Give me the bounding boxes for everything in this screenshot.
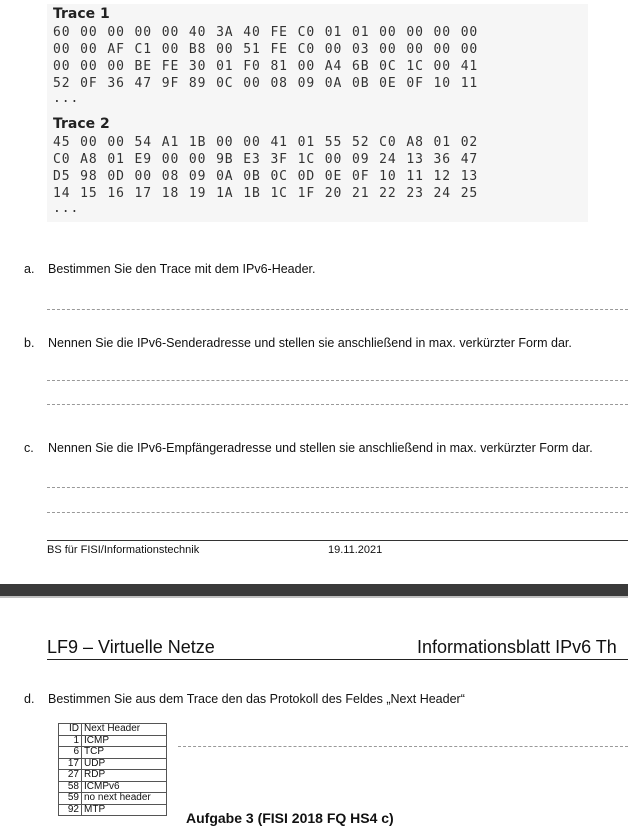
header-document-title: Informationsblatt IPv6 Th [417,637,617,657]
trace1-ellipsis: ... [53,91,80,106]
header-course: LF9 – Virtuelle Netze [47,637,215,657]
table-row [59,747,167,759]
table-cell: ICMPv6 [82,781,167,793]
table-cell: 27 [59,770,82,782]
question-letter: a. [24,262,35,276]
trace-image [47,4,588,222]
table-row [59,793,167,805]
question-text: Nennen Sie die IPv6-Senderadresse und stellen sie anschließend in max. verkürzter Form dar. [48,336,572,350]
table-cell: 17 [59,758,82,770]
task-heading: Aufgabe 3 (FISI 2018 FQ HS4 c) [186,810,394,826]
next-header-table [58,723,167,816]
table-cell: RDP [82,770,167,782]
table-header-row [59,724,167,736]
table-row [59,770,167,782]
trace2-line: D5 98 0D 00 08 09 0A 0B 0C 0D 0E 0F 10 11 12 13 [53,169,479,184]
footer-date: 19.11.2021 [328,544,383,556]
table-cell: 58 [59,781,82,793]
table-cell: 6 [59,747,82,759]
question-text: Bestimmen Sie den Trace mit dem IPv6-Header. [48,262,316,276]
table-cell: ICMP [82,735,167,747]
table-row [59,781,167,793]
page-footer [47,540,628,559]
table-cell: 1 [59,735,82,747]
table-cell: UDP [82,758,167,770]
table-cell: 59 [59,793,82,805]
question-letter: d. [24,692,35,706]
table-cell: TCP [82,747,167,759]
table-row [59,804,167,816]
question-text: Bestimmen Sie aus dem Trace den das Protokoll des Feldes „Next Header“ [48,692,465,706]
answer-line[interactable] [47,404,628,405]
footer-school: BS für FISI/Informationstechnik [47,544,200,556]
table-row [59,758,167,770]
question-letter: c. [24,441,34,455]
answer-line[interactable] [178,746,628,747]
answer-line[interactable] [47,487,628,488]
trace2-line: 14 15 16 17 18 19 1A 1B 1C 1F 20 21 22 23 24 25 [53,186,479,201]
trace2-line: 45 00 00 54 A1 1B 00 00 41 01 55 52 C0 A8 01 02 [53,135,479,150]
table-row [59,735,167,747]
trace2-line: C0 A8 01 E9 00 00 9B E3 3F 1C 00 09 24 13 36 47 [53,152,479,167]
answer-line[interactable] [47,380,628,381]
trace1-title: Trace 1 [53,6,110,22]
answer-line[interactable] [47,309,628,310]
trace1-line: 00 00 AF C1 00 B8 00 51 FE C0 00 03 00 00 00 00 [53,42,479,57]
page-break-shadow [0,596,628,598]
trace1-line: 52 0F 36 47 9F 89 0C 00 08 09 0A 0B 0E 0F 10 11 [53,76,479,91]
trace2-title: Trace 2 [53,116,110,132]
answer-line[interactable] [47,512,628,513]
question-text: Nennen Sie die IPv6-Empfängeradresse und stellen sie anschließend in max. verkürzter Form dar. [48,441,593,455]
trace1-line: 00 00 00 BE FE 30 01 F0 81 00 A4 6B 0C 1C 00 41 [53,59,479,74]
table-cell: 92 [59,804,82,816]
table-header-cell: ID [59,724,82,736]
trace1-line: 60 00 00 00 00 40 3A 40 FE C0 01 01 00 00 00 00 [53,25,479,40]
question-letter: b. [24,336,35,350]
page-break-divider [0,584,628,596]
trace2-ellipsis: ... [53,201,80,216]
table-cell: no next header [82,793,167,805]
table-cell: MTP [82,804,167,816]
table-header-cell: Next Header [82,724,167,736]
page-header [47,637,628,660]
